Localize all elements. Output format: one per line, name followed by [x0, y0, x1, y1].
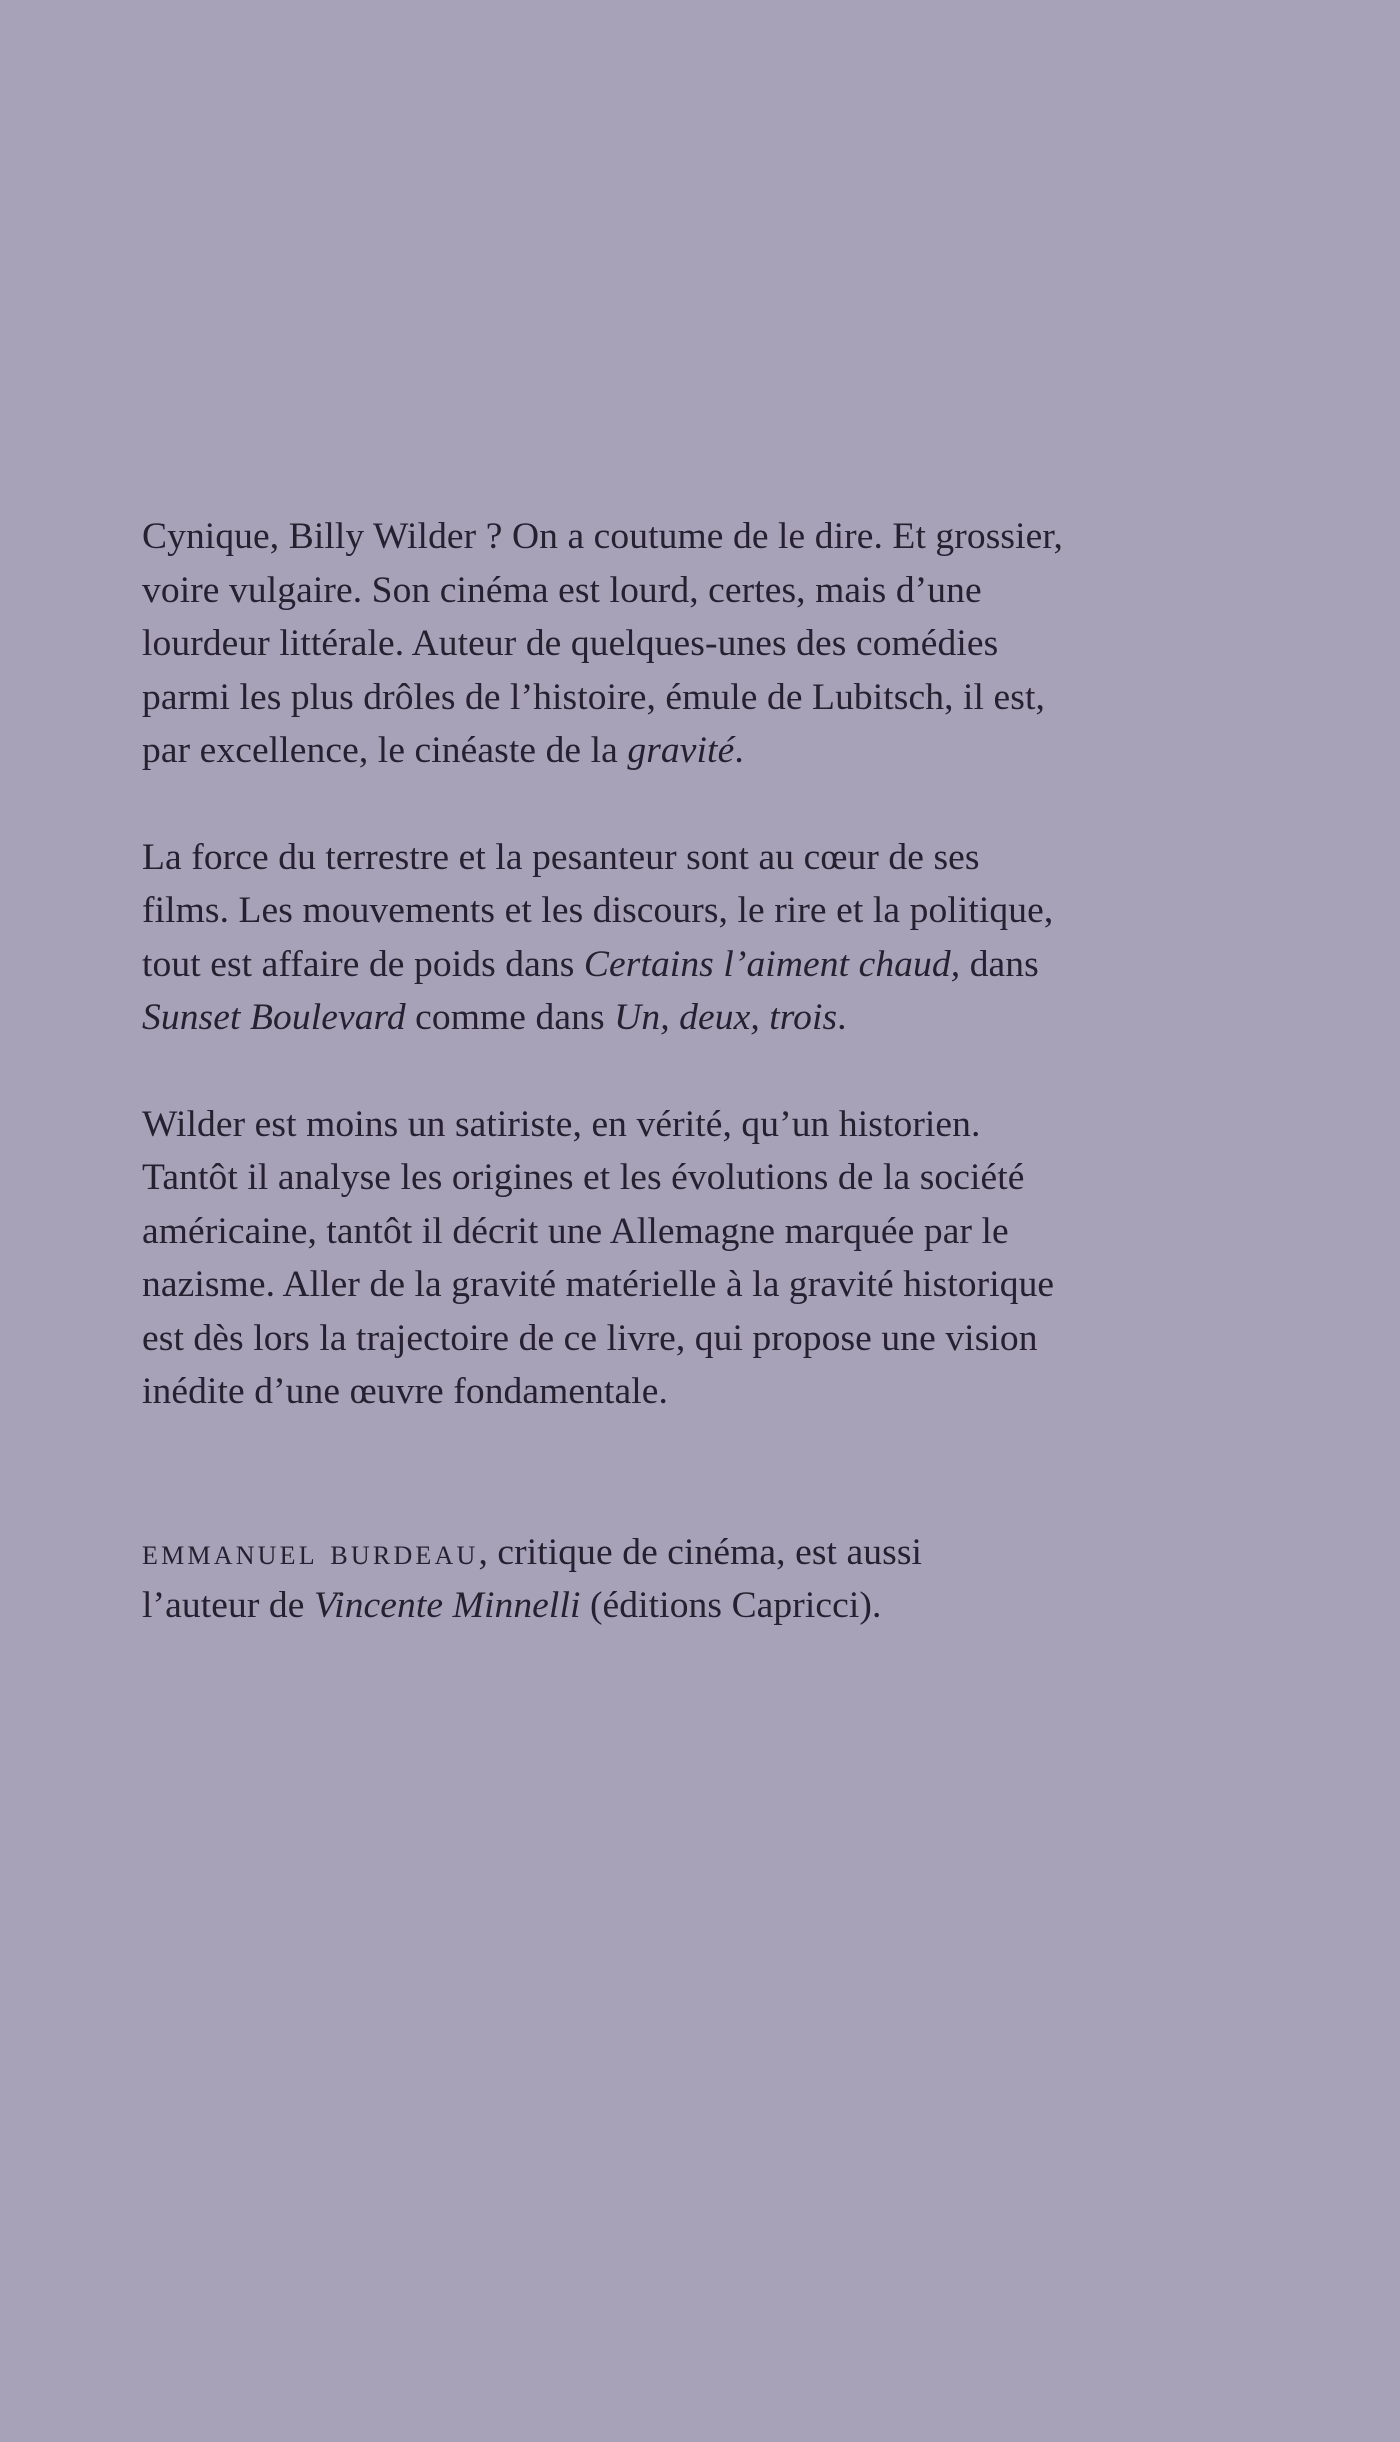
- text-run: .: [837, 997, 847, 1038]
- text-line: [142, 724, 1302, 778]
- author-name: emmanuel burdeau: [142, 1531, 479, 1573]
- blurb-paragraph-3: [142, 1098, 1302, 1419]
- book-title: Vincente Minnelli: [313, 1585, 581, 1626]
- text-line: américaine, tantôt il décrit une Allemagne marquée par le: [142, 1210, 1009, 1252]
- text-run: .: [734, 730, 744, 771]
- film-title: Certains l’aiment chaud,: [583, 943, 961, 985]
- text-line: Tantôt il analyse les origines et les évolutions de la société: [142, 1157, 1025, 1198]
- text-line: films. Les mouvements et les discours, le rire et la politique,: [142, 890, 1054, 931]
- text-run: (éditions Capricci).: [580, 1585, 882, 1626]
- text-run: , critique de cinéma, est aussi: [478, 1531, 923, 1573]
- text-line: [142, 938, 1302, 992]
- text-line: voire vulgaire. Son cinéma est lourd, certes, mais d’une: [142, 569, 982, 611]
- film-title: Sunset Boulevard: [142, 997, 406, 1038]
- blurb-paragraph-2: [142, 831, 1302, 1045]
- text-line: nazisme. Aller de la gravité matérielle à la gravité historique: [142, 1264, 1055, 1305]
- film-title: Un, deux, trois: [614, 997, 838, 1038]
- text-run: l’auteur de: [142, 1585, 314, 1626]
- back-cover-text: [142, 510, 1302, 1633]
- text-line: inédite d’une œuvre fondamentale.: [142, 1371, 669, 1412]
- text-run: comme dans: [405, 997, 615, 1038]
- text-run: tout est affaire de poids dans: [142, 943, 584, 985]
- text-line: [142, 1579, 1302, 1633]
- text-line: [142, 991, 1302, 1045]
- text-line: est dès lors la trajectoire de ce livre, qui propose une vision: [142, 1317, 1038, 1359]
- text-line: lourdeur littérale. Auteur de quelques-unes des comédies: [142, 623, 999, 664]
- text-line: [142, 1526, 1302, 1580]
- blurb-paragraph-1: [142, 510, 1302, 778]
- text-line: Cynique, Billy Wilder ? On a coutume de le dire. Et grossier,: [142, 516, 1063, 557]
- text-run: dans: [960, 943, 1039, 985]
- text-line: parmi les plus drôles de l’histoire, émule de Lubitsch, il est,: [142, 676, 1045, 718]
- text-line: Wilder est moins un satiriste, en vérité, qu’un historien.: [142, 1103, 981, 1145]
- text-run: par excellence, le cinéaste de la: [142, 730, 628, 771]
- author-bio: [142, 1526, 1302, 1633]
- text-line: La force du terrestre et la pesanteur sont au cœur de ses: [142, 836, 980, 878]
- emphasis-gravite: gravité: [627, 730, 735, 771]
